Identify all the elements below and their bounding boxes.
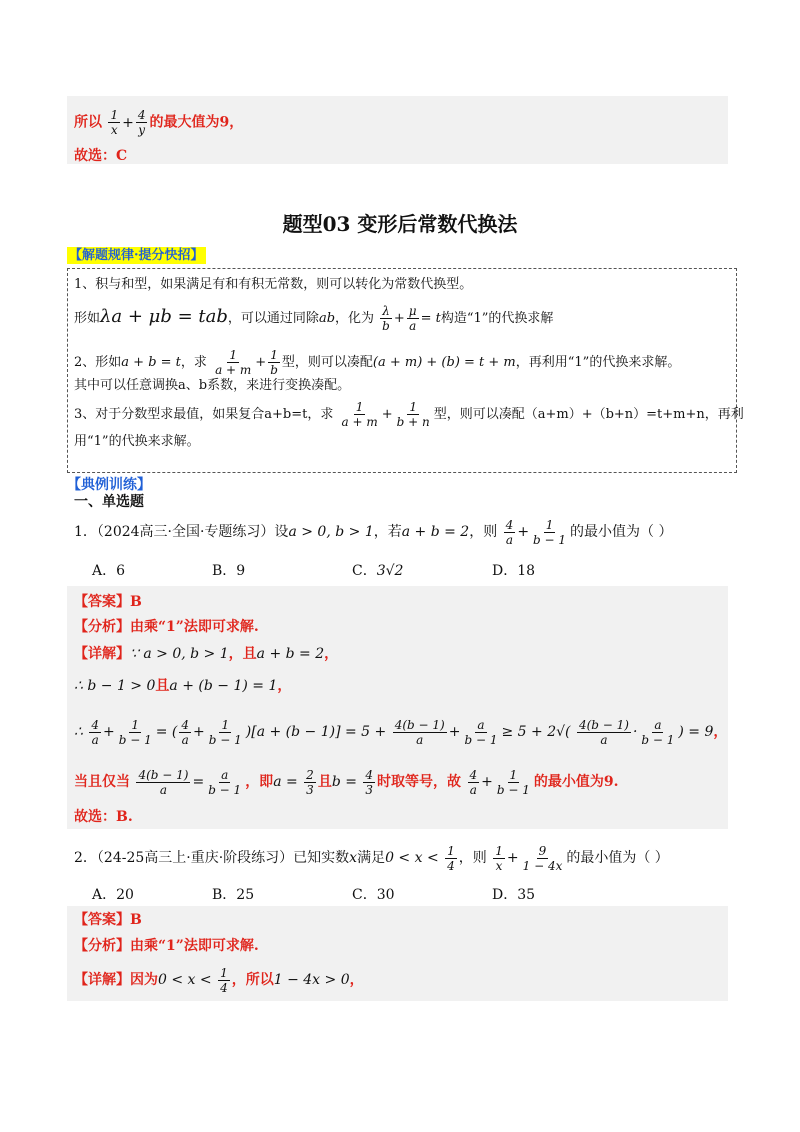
q2-answer: 【答案】B bbox=[74, 912, 142, 928]
q1-derivation: ∴ $\frac{4}{a}$ + $\frac{1}{b - 1}$ = ( $\frac{4}{a}$ + $\frac{1}{b - 1}$ )[a + (b − 1)] = 5 + $\frac{4(b - 1)}{a}$ + $\frac{a}{b - 1}$ ≥ 5 + 2√( $\frac{4(b - 1)}{a}$ · $\frac{a}{b - 1}$ ) = 9， bbox=[74, 717, 728, 747]
top-conclusion: 所以 $\frac{1}{x}$ + $\frac{4}{y}$ 的最大值为9， bbox=[74, 108, 244, 137]
q1-option-b[interactable]: B．9 bbox=[212, 563, 246, 579]
top-choice: 故选：C bbox=[74, 148, 128, 164]
q1-equality: 当且仅当 $\frac{4(b - 1)}{a}$ = $\frac{a}{b - 1}$ ，即a = $\frac{2}{3}$ 且b = $\frac{4}{3}$ 时取等号，故 $\frac{4}{a}$ + $\frac{1}{b - 1}$ 的最小值为9. bbox=[74, 767, 619, 797]
q1-option-c[interactable]: C．3√2 bbox=[352, 563, 404, 579]
q2-option-a[interactable]: A．20 bbox=[92, 887, 134, 903]
q2-analysis: 【分析】由乘“1”法即可求解. bbox=[74, 938, 259, 954]
tip-tag: 【解题规律·提分快招】 bbox=[69, 248, 204, 263]
q2-option-c[interactable]: C．30 bbox=[352, 887, 395, 903]
q2-option-d[interactable]: D．35 bbox=[492, 887, 536, 903]
q2-option-b[interactable]: B．25 bbox=[212, 887, 255, 903]
tip-line-4: 其中可以任意调换a、b系数，来进行变换凑配。 bbox=[74, 378, 351, 393]
example-tag: 【典例训练】 bbox=[67, 477, 151, 493]
tip-line-1: 1、积与和型，如果满足有和有积无常数，则可以转化为常数代换型。 bbox=[74, 277, 473, 292]
tip-line-5: 3、对于分数型求最值，如果复合a+b=t，求 $\frac{1}{a + m}$ + $\frac{1}{b + n}$ 型，则可以凑配（a+m）+（b+n）=t+m+n，再利 bbox=[74, 400, 744, 429]
tip-line-3: 2、形如a + b = t，求 $\frac{1}{a + m}$ + $\frac{1}{b}$ 型，则可以凑配(a + m) + (b) = t + m，再利用“1”的代换来求解。 bbox=[74, 348, 681, 377]
q1-stem: 1．（2024高三·全国·专题练习）设a > 0, b > 1，若a + b = 2，则 $\frac{4}{a}$ + $\frac{1}{b - 1}$ 的最小值为（ ） bbox=[74, 517, 673, 547]
q1-answer: 【答案】B bbox=[74, 594, 142, 610]
q1-option-a[interactable]: A．6 bbox=[92, 563, 126, 579]
tip-line-6: 用“1”的代换来求解。 bbox=[74, 434, 200, 449]
section-title: 题型03 变形后常数代换法 bbox=[282, 212, 518, 236]
section-one-heading: 一、单选题 bbox=[74, 494, 144, 510]
q1-detail-2: ∴ b − 1 > 0且a + (b − 1) = 1， bbox=[74, 678, 292, 694]
q1-detail-1: 【详解】∵ a > 0, b > 1，且a + b = 2， bbox=[74, 646, 339, 662]
q2-detail: 【详解】因为0 < x < $\frac{1}{4}$ ，所以1 − 4x > 0， bbox=[74, 965, 364, 995]
tip-line-2: 形如λa + μb = tab，可以通过同除ab，化为 $\frac{\lambda}{b}$ + $\frac{\mu}{a}$ = t构造“1”的代换求解 bbox=[74, 304, 554, 333]
q2-stem: 2．（24-25高三上·重庆·阶段练习）已知实数x满足0 < x < $\frac{1}{4}$ ，则 $\frac{1}{x}$ + $\frac{9}{1 - 4x}$ 的最小值为（ ） bbox=[74, 843, 669, 873]
q1-choice: 故选：B. bbox=[74, 809, 133, 825]
q1-option-d[interactable]: D．18 bbox=[492, 563, 536, 579]
q1-analysis: 【分析】由乘“1”法即可求解. bbox=[74, 619, 259, 635]
